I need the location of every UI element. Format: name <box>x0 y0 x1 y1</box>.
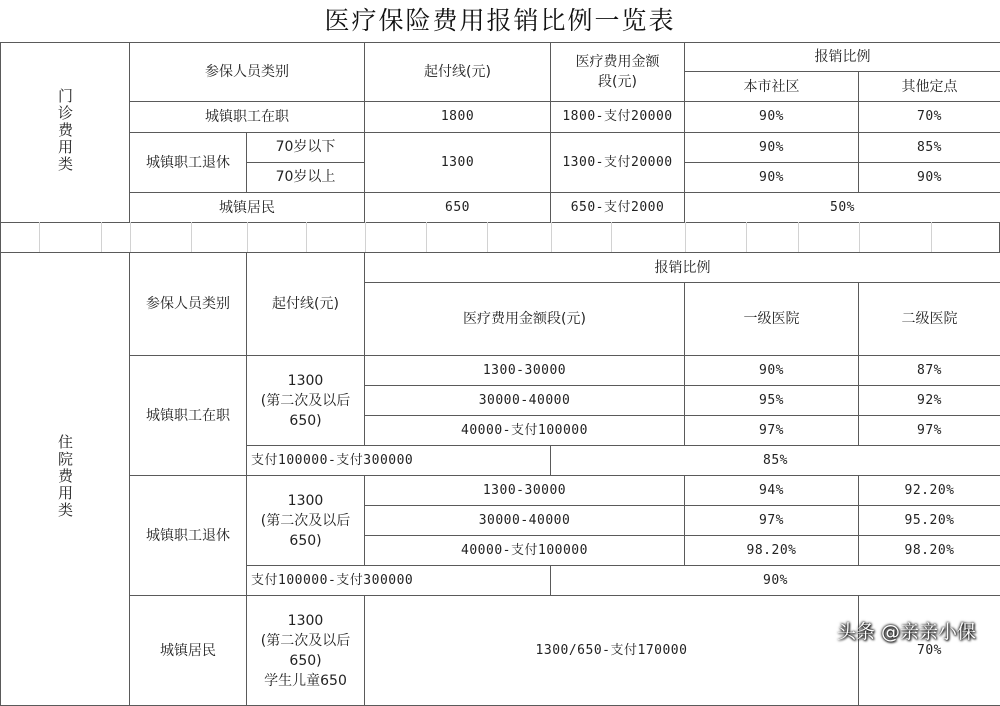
cell-deductible: 1300 (第二次及以后 650) <box>247 356 365 446</box>
header-reimbursement: 报销比例 <box>685 43 1000 72</box>
cell-rate: 97% <box>685 506 859 536</box>
outpatient-category: 门诊费用类 <box>1 43 130 223</box>
cell-rate: 98.20% <box>685 536 859 566</box>
cell-amount-range: 650-支付2000 <box>551 193 685 223</box>
cell-rate: 70% <box>859 596 1000 706</box>
header-amount-range: 医疗费用金额段(元) <box>365 283 685 356</box>
cell-rate: 95% <box>685 386 859 416</box>
row-label-employee-retired: 城镇职工退休 <box>130 476 247 596</box>
cell-amount-range: 1300-支付20000 <box>551 133 685 193</box>
spacer-row <box>0 222 1000 252</box>
cell-rate: 90% <box>685 102 859 133</box>
watermark: 头条 @亲亲小保 <box>837 617 976 644</box>
header-reimbursement: 报销比例 <box>365 253 1000 283</box>
cell-rate: 85% <box>859 133 1000 163</box>
cell-rate: 95.20% <box>859 506 1000 536</box>
row-label-resident: 城镇居民 <box>130 193 365 223</box>
cell-rate: 94% <box>685 476 859 506</box>
cell-amount-range: 30000-40000 <box>365 386 685 416</box>
cell-deductible: 650 <box>365 193 551 223</box>
cell-amount-range: 1300-30000 <box>365 356 685 386</box>
row-label-employee-active: 城镇职工在职 <box>130 102 365 133</box>
header-member-type: 参保人员类别 <box>130 253 247 356</box>
cell-amount-range: 1300/650-支付170000 <box>365 596 859 706</box>
cell-rate: 90% <box>685 133 858 163</box>
inpatient-category: 住院费用类 <box>1 253 130 706</box>
row-label-under-70: 70岁以下 <box>247 133 364 163</box>
row-label-resident: 城镇居民 <box>130 596 247 706</box>
cell-amount-range: 支付100000-支付300000 <box>247 446 551 476</box>
header-local-community: 本市社区 <box>685 72 859 102</box>
header-amount-range: 医疗费用金额段(元) <box>551 43 685 102</box>
header-level1-hospital: 一级医院 <box>685 283 859 356</box>
cell-rate: 85% <box>551 446 1000 476</box>
header-level2-hospital: 二级医院 <box>859 283 1000 356</box>
cell-rate: 92.20% <box>859 476 1000 506</box>
cell-rate: 70% <box>859 102 1000 133</box>
cell-rate: 97% <box>685 416 859 446</box>
header-other-designated: 其他定点 <box>859 72 1000 102</box>
page-title: 医疗保险费用报销比例一览表 <box>0 0 1000 42</box>
cell-rate: 98.20% <box>859 536 1000 566</box>
cell-deductible: 1800 <box>365 102 551 133</box>
cell-amount-range: 支付100000-支付300000 <box>247 566 551 596</box>
cell-amount-range: 40000-支付100000 <box>365 416 685 446</box>
cell-amount-range: 30000-40000 <box>365 506 685 536</box>
cell-rate: 90% <box>685 163 858 192</box>
cell-deductible: 1300 (第二次及以后 650) 学生儿童650 <box>247 596 365 706</box>
cell-amount-range: 40000-支付100000 <box>365 536 685 566</box>
outpatient-table <box>0 42 1000 223</box>
cell-rate: 90% <box>685 356 859 386</box>
row-label-employee-retired: 城镇职工退休 <box>130 133 247 193</box>
cell-amount-range: 1800-支付20000 <box>551 102 685 133</box>
cell-rate: 90% <box>859 163 1000 192</box>
cell-rate: 87% <box>859 356 1000 386</box>
cell-rate: 50% <box>685 193 1000 223</box>
cell-deductible: 1300 <box>365 133 551 193</box>
row-label-employee-active: 城镇职工在职 <box>130 356 247 476</box>
cell-amount-range: 1300-30000 <box>365 476 685 506</box>
header-deductible: 起付线(元) <box>365 43 551 102</box>
header-deductible: 起付线(元) <box>247 253 365 356</box>
header-member-type: 参保人员类别 <box>130 43 365 102</box>
cell-deductible: 1300 (第二次及以后 650) <box>247 476 365 566</box>
row-label-over-70: 70岁以上 <box>247 163 364 192</box>
cell-rate: 90% <box>551 566 1000 596</box>
cell-rate: 97% <box>859 416 1000 446</box>
cell-rate: 92% <box>859 386 1000 416</box>
